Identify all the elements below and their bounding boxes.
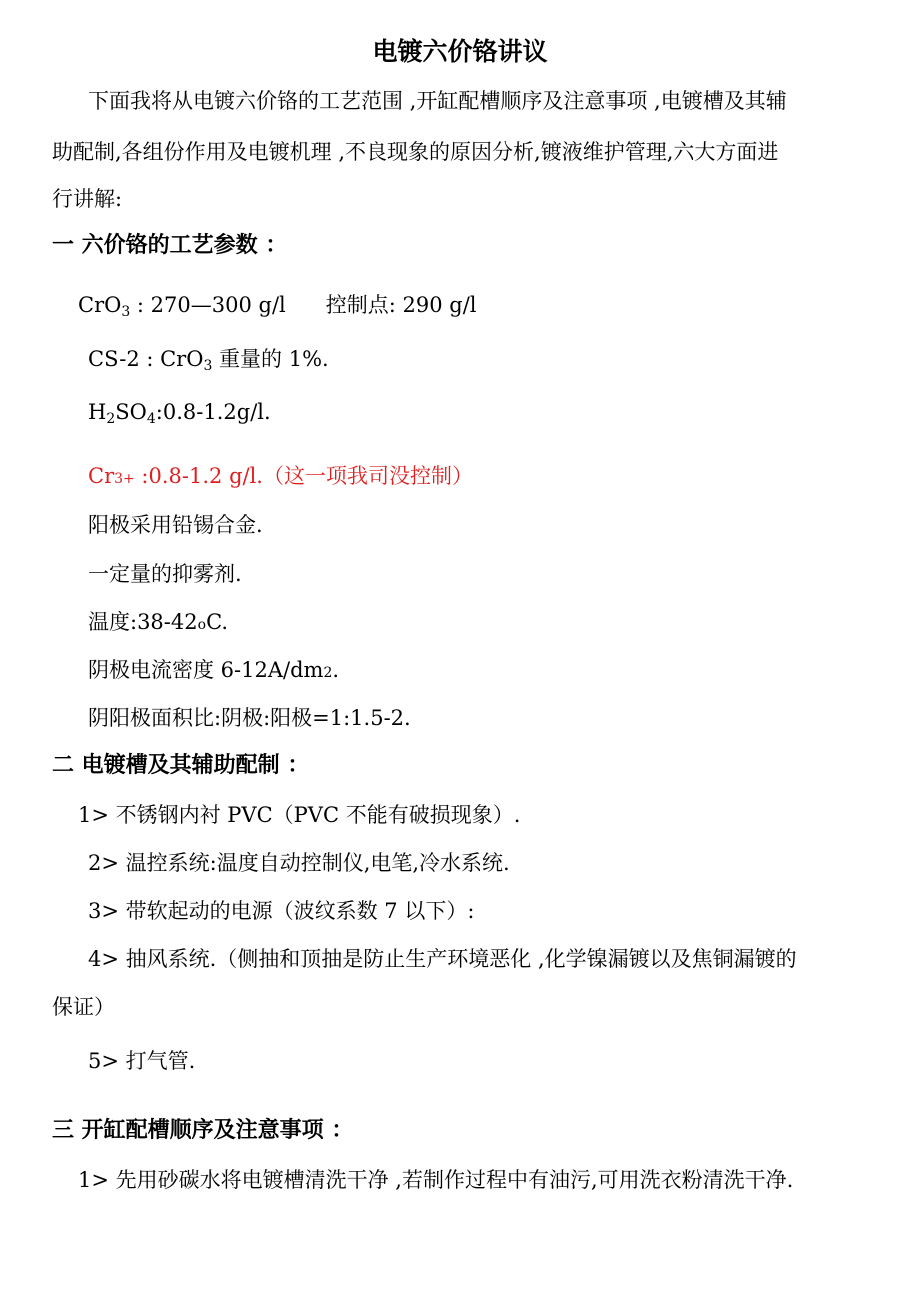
param-cro3-subscript: 3: [121, 304, 131, 320]
param-cs2-subscript: 3: [203, 358, 213, 374]
param-temperature: [88, 609, 228, 638]
param-h2so4-sub1: 2: [106, 411, 116, 427]
section-2-item-2: 2> 温控系统:温度自动控制仪,电笔,冷水系统.: [88, 851, 510, 875]
param-cro3-formula: CrO: [78, 293, 122, 317]
param-temperature-degree: o: [197, 617, 207, 633]
param-current-density: [88, 657, 339, 686]
param-current-density-range: 阴极电流密度 6-12A/dm: [88, 658, 324, 682]
section-1-heading: 一 六价铬的工艺参数 ：: [52, 233, 288, 258]
section-2-heading: 二 电镀槽及其辅助配制 ：: [52, 753, 310, 778]
param-cs2-formula: CS-2 : CrO: [88, 347, 204, 371]
intro-line-1: 下面我将从电镀六价铬的工艺范围 ,开缸配槽顺序及注意事项 ,电镀槽及其辅: [88, 89, 787, 113]
intro-line-2: 助配制,各组份作用及电镀机理 ,不良现象的原因分析,镀液维护管理,六大方面进: [52, 140, 779, 164]
param-cro3-control-point: 控制点: 290 g/l: [325, 293, 477, 317]
param-current-density-exponent: 2: [323, 665, 333, 681]
intro-line-3: 行讲解:: [52, 187, 123, 211]
param-mist-suppressant: 一定量的抑雾剂.: [88, 562, 242, 586]
param-temperature-range: 温度:38-42: [88, 610, 198, 634]
param-cr3: [88, 463, 473, 492]
param-h2so4-range: :0.8-1.2g/l.: [155, 400, 271, 424]
param-current-density-period: .: [332, 658, 340, 682]
param-area-ratio: 阴阳极面积比:阴极:阳极=1:1.5-2.: [88, 706, 411, 730]
section-2-item-4-continued: 保证）: [52, 995, 115, 1019]
param-anode: 阳极采用铅锡合金.: [88, 513, 263, 537]
section-3-item-1: 1> 先用砂碳水将电镀槽清洗干净 ,若制作过程中有油污,可用洗衣粉清洗干净.: [78, 1168, 794, 1192]
param-cs2: [88, 346, 329, 372]
section-3-heading: 三 开缸配槽顺序及注意事项 ：: [52, 1118, 354, 1143]
param-h2so4-so: SO: [115, 400, 147, 424]
param-cro3: [78, 292, 477, 318]
section-2-item-1: 1> 不锈钢内衬 PVC（PVC 不能有破损现象）.: [78, 803, 521, 827]
param-cr3-formula: Cr: [88, 464, 115, 488]
param-h2so4-h: H: [88, 400, 107, 424]
section-2-item-3: 3> 带软起动的电源（波纹系数 7 以下）:: [88, 899, 475, 923]
param-h2so4-sub2: 4: [146, 411, 156, 427]
param-cro3-range: : 270—300 g/l: [130, 293, 286, 317]
param-cr3-charge: 3+: [114, 471, 135, 487]
section-2-item-5: 5> 打气管.: [88, 1049, 196, 1073]
section-2-item-4: 4> 抽风系统.（侧抽和顶抽是防止生产环境恶化 ,化学镍漏镀以及焦铜漏镀的: [88, 947, 797, 971]
document-title: 电镀六价铬讲议: [372, 37, 548, 66]
param-cs2-amount: 重量的 1%.: [212, 347, 329, 371]
param-cr3-range-note: :0.8-1.2 g/l.（这一项我司没控制）: [134, 464, 473, 488]
param-temperature-unit: C.: [206, 610, 229, 634]
param-h2so4: [88, 399, 271, 425]
